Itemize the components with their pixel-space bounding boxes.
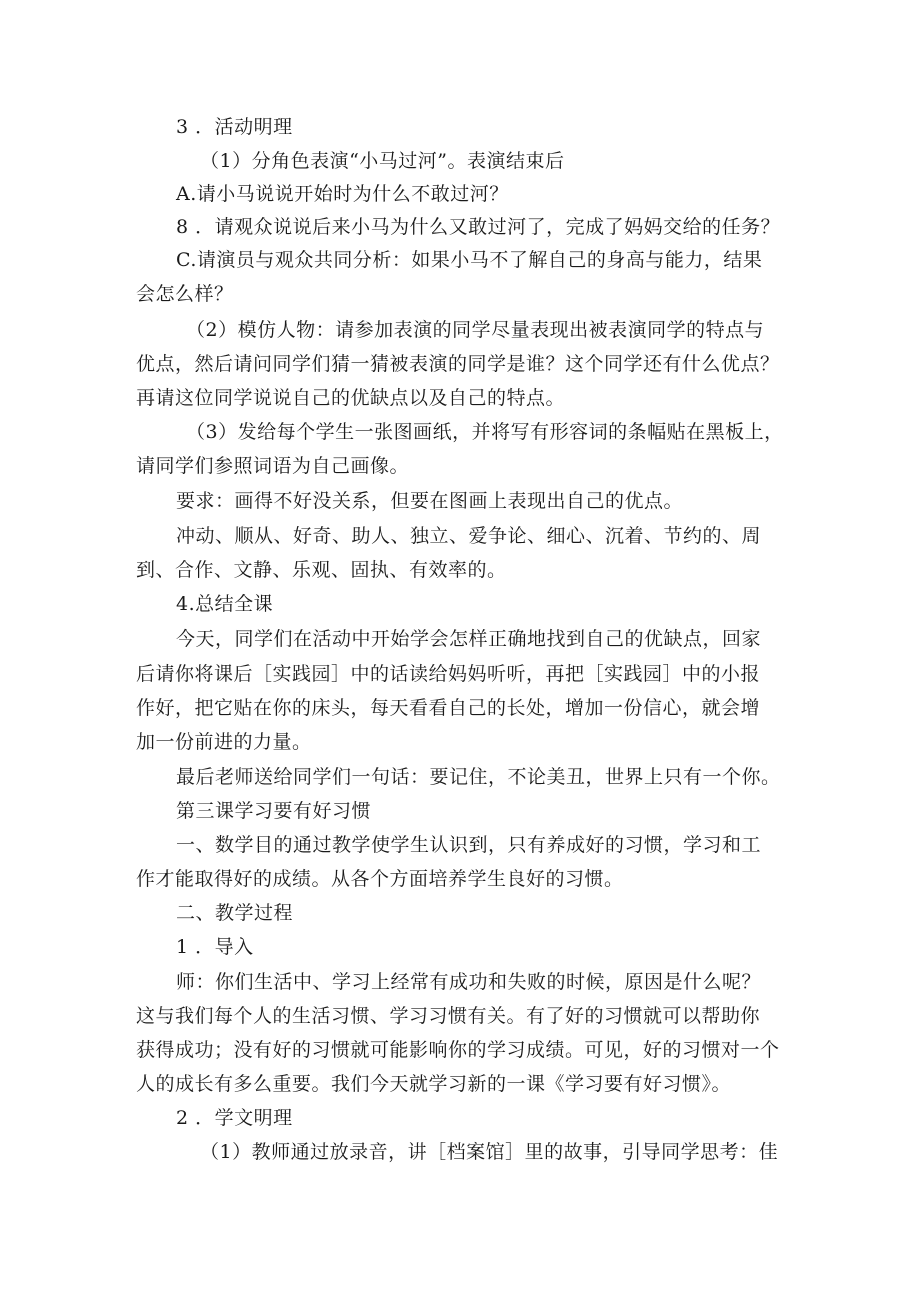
section-heading-intro: 1 ．导入	[176, 936, 254, 958]
paragraph-line: C.请演员与观众共同分析：如果小马不了解自己的身高与能力，结果	[176, 249, 763, 271]
paragraph-line: （3）发给每个学生一张图画纸，并将写有形容词的条幅贴在黑板上，	[186, 421, 784, 443]
section-heading-process: 二、教学过程	[176, 902, 294, 924]
paragraph-line: 请同学们参照词语为自己画像。	[136, 455, 410, 477]
paragraph-line: 再请这位同学说说自己的优缺点以及自己的特点。	[136, 387, 566, 409]
paragraph-line: 到、合作、文静、乐观、固执、有效率的。	[136, 559, 507, 581]
section-heading-summary: 4.总结全课	[176, 593, 274, 615]
paragraph-line: （1）教师通过放录音，讲［档案馆］里的故事，引导同学思考：佳	[200, 1141, 779, 1163]
paragraph-line: 8 ．请观众说说后来小马为什么又敢过河了，完成了妈妈交给的任务？	[176, 216, 781, 238]
paragraph-line: 一、数学目的通过教学使学生认识到，只有养成好的习惯，学习和工	[176, 834, 762, 856]
paragraph-line: 最后老师送给同学们一句话：要记住，不论美丑，世界上只有一个你。	[176, 766, 781, 788]
paragraph-line: 要求：画得不好没关系，但要在图画上表现出自己的优点。	[176, 490, 684, 512]
section-heading-study: 2 ．学文明理	[176, 1107, 293, 1129]
paragraph-line: （2）模仿人物：请参加表演的同学尽量表现出被表演同学的特点与	[186, 319, 765, 341]
paragraph-line: A.请小马说说开始时为什么不敢过河？	[176, 183, 509, 205]
paragraph-line: 作好，把它贴在你的床头，每天看看自己的长处，增加一份信心，就会增	[136, 697, 761, 719]
paragraph-line: 今天，同学们在活动中开始学会怎样正确地找到自己的优缺点，回家	[176, 628, 762, 650]
paragraph-line: 优点，然后请问同学们猜一猜被表演的同学是谁？这个同学还有什么优点？	[136, 353, 780, 375]
paragraph-line: 这与我们每个人的生活习惯、学习习惯有关。有了好的习惯就可以帮助你	[136, 1005, 761, 1027]
paragraph-line: 作才能取得好的成绩。从各个方面培养学生良好的习惯。	[136, 868, 624, 890]
paragraph-line: 会怎么样？	[136, 283, 234, 305]
paragraph-line: 后请你将课后［实践园］中的话读给妈妈听听，再把［实践园］中的小报	[136, 663, 761, 685]
paragraph-line: 加一份前进的力量。	[136, 731, 312, 753]
paragraph-line: 人的成长有多么重要。我们今天就学习新的一课《学习要有好习惯》。	[136, 1073, 732, 1095]
paragraph-line: （1）分角色表演“小马过河”。表演结束后	[200, 150, 565, 172]
paragraph-line: 师：你们生活中、学习上经常有成功和失败的时候，原因是什么呢？	[176, 971, 762, 993]
section-heading-activity: 3 ．活动明理	[176, 116, 293, 138]
lesson-title: 第三课学习要有好习惯	[176, 800, 372, 822]
paragraph-line: 获得成功；没有好的习惯就可能影响你的学习成绩。可见，好的习惯对一个	[136, 1039, 780, 1061]
paragraph-line: 冲动、顺从、好奇、助人、独立、爱争论、细心、沉着、节约的、周	[176, 525, 762, 547]
